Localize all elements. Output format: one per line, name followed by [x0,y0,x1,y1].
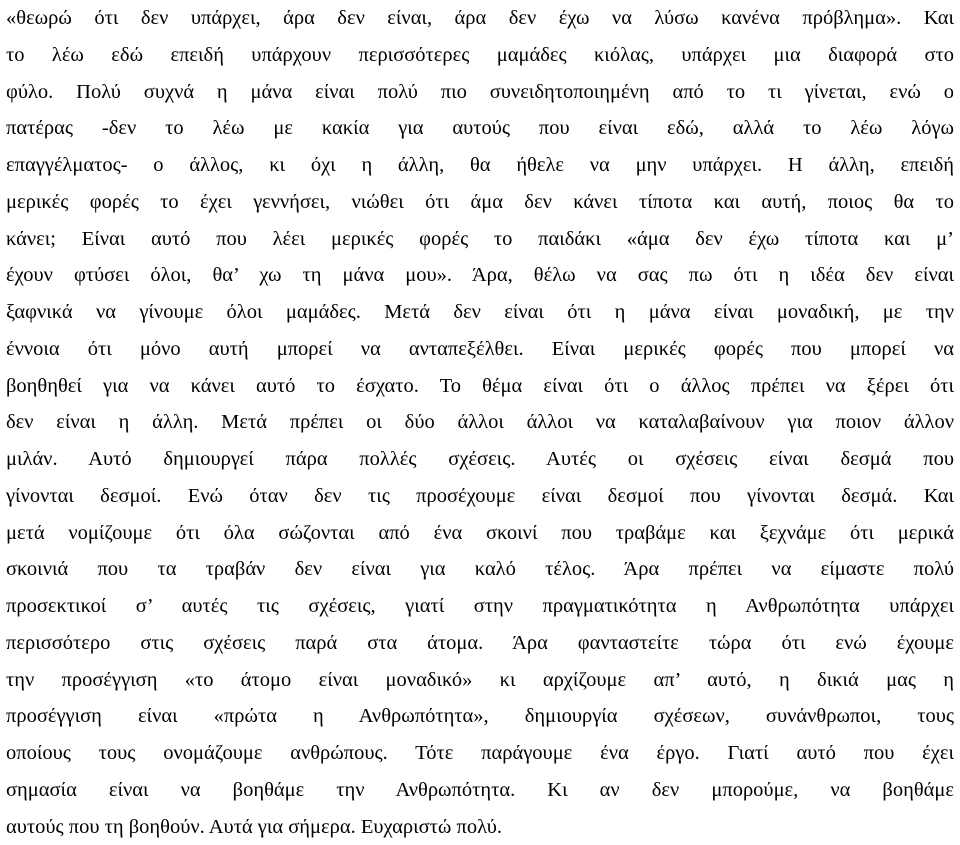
text-line: δεν είναι η άλλη. Μετά πρέπει οι δύο άλλοι άλλοι να καταλαβαίνουν για ποιον άλλον [6,404,954,441]
text-line: επαγγέλματος- ο άλλος, κι όχι η άλλη, θα ήθελε να μην υπάρχει. Η άλλη, επειδή [6,147,954,184]
text-line: φύλο. Πολύ συχνά η μάνα είναι πολύ πιο συνειδητοποιημένη από το τι γίνεται, ενώ ο [6,74,954,111]
text-line: γίνονται δεσμοί. Ενώ όταν δεν τις προσέχουμε είναι δεσμοί που γίνονται δεσμά. Και [6,478,954,515]
text-line: μιλάν. Αυτό δημιουργεί πάρα πολλές σχέσεις. Αυτές οι σχέσεις είναι δεσμά που [6,441,954,478]
document-page [6,0,954,845]
text-line: μετά νομίζουμε ότι όλα σώζονται από ένα σκοινί που τραβάμε και ξεχνάμε ότι μερικά [6,515,954,552]
text-line: το λέω εδώ επειδή υπάρχουν περισσότερες μαμάδες κιόλας, υπάρχει μια διαφορά στο [6,37,954,74]
text-line: ξαφνικά να γίνουμε όλοι μαμάδες. Μετά δεν είναι ότι η μάνα είναι μοναδική, με την [6,294,954,331]
text-line: αυτούς που τη βοηθούν. Αυτά για σήμερα. Ευχαριστώ πολύ. [6,809,954,845]
text-line: προσέγγιση είναι «πρώτα η Ανθρωπότητα», δημιουργία σχέσεων, συνάνθρωποι, τους [6,698,954,735]
text-line: βοηθηθεί για να κάνει αυτό το έσχατο. Το θέμα είναι ότι ο άλλος πρέπει να ξέρει ότι [6,368,954,405]
text-line: οποίους τους ονομάζουμε ανθρώπους. Τότε παράγουμε ένα έργο. Γιατί αυτό που έχει [6,735,954,772]
text-line: κάνει; Είναι αυτό που λέει μερικές φορές το παιδάκι «άμα δεν έχω τίποτα και μ’ [6,221,954,258]
text-line: έννοια ότι μόνο αυτή μπορεί να ανταπεξέλθει. Είναι μερικές φορές που μπορεί να [6,331,954,368]
text-line: μερικές φορές το έχει γεννήσει, νιώθει ότι άμα δεν κάνει τίποτα και αυτή, ποιος θα το [6,184,954,221]
text-line: σημασία είναι να βοηθάμε την Ανθρωπότητα. Κι αν δεν μπορούμε, να βοηθάμε [6,772,954,809]
text-line: περισσότερο στις σχέσεις παρά στα άτομα. Άρα φανταστείτε τώρα ότι ενώ έχουμε [6,625,954,662]
text-line: πατέρας -δεν το λέω με κακία για αυτούς που είναι εδώ, αλλά το λέω λόγω [6,110,954,147]
text-line: προσεκτικοί σ’ αυτές τις σχέσεις, γιατί στην πραγματικότητα η Ανθρωπότητα υπάρχει [6,588,954,625]
text-line: «θεωρώ ότι δεν υπάρχει, άρα δεν είναι, άρα δεν έχω να λύσω κανένα πρόβλημα». Και [6,0,954,37]
text-line: έχουν φτύσει όλοι, θα’ χω τη μάνα μου». Άρα, θέλω να σας πω ότι η ιδέα δεν είναι [6,257,954,294]
text-line: σκοινιά που τα τραβάν δεν είναι για καλό τέλος. Άρα πρέπει να είμαστε πολύ [6,551,954,588]
text-line: την προσέγγιση «το άτομο είναι μοναδικό» κι αρχίζουμε απ’ αυτό, η δικιά μας η [6,662,954,699]
